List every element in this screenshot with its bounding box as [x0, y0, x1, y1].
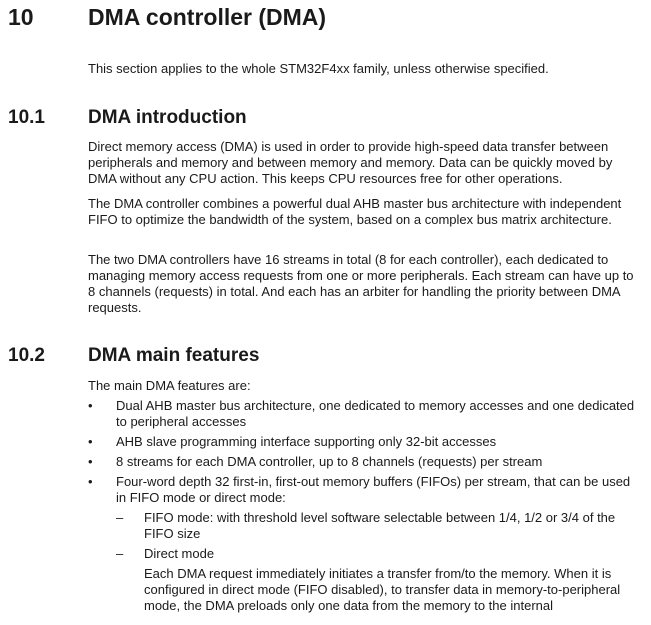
bullet-marker: • [88, 434, 93, 449]
bullet-marker: • [88, 474, 93, 489]
direct-mode-description: Each DMA request immediately initiates a transfer from/to the memory. When it is configured in direct mode (FIFO disabled), to transfer data in memory-to-peripheral mode, the DMA preloads only one data from the memory to the internal [144, 566, 621, 613]
chapter-title: DMA controller (DMA) [88, 4, 327, 30]
feature-item: Dual AHB master bus architecture, one dedicated to memory accesses and one dedicated to peripheral accesses [116, 398, 635, 429]
feature-item: Four-word depth 32 first-in, first-out memory buffers (FIFOs) per stream, that can be used in FIFO mode or direct mode: [116, 474, 631, 505]
section-number-10-1: 10.1 [8, 107, 45, 128]
bullet-marker: • [88, 398, 93, 413]
section-number-10-2: 10.2 [8, 345, 45, 366]
dash-marker: – [116, 546, 124, 561]
chapter-number: 10 [8, 4, 34, 30]
bullet-marker: • [88, 454, 93, 469]
chapter-intro: This section applies to the whole STM32F4xx family, unless otherwise specified. [88, 61, 549, 76]
sub-feature-item: Direct mode [144, 546, 215, 561]
feature-item: 8 streams for each DMA controller, up to 8 channels (requests) per stream [116, 454, 543, 469]
features-lead: The main DMA features are: [88, 378, 251, 393]
intro-paragraph-2: The DMA controller combines a powerful dual AHB master bus architecture with independent FIFO to optimize the bandwidth of the system, based on a complex bus matrix architecture. [88, 196, 622, 227]
sub-feature-item: FIFO mode: with threshold level software selectable between 1/4, 1/2 or 3/4 of the FIFO size [144, 510, 616, 541]
intro-paragraph-3: The two DMA controllers have 16 streams in total (8 for each controller), each dedicated to managing memory access requests from one or more peripherals. Each stream can have up to 8 channels (requests) in total. And each has an arbiter for handling the priority between DMA requests. [88, 252, 634, 315]
section-title-10-1: DMA introduction [88, 107, 247, 128]
section-title-10-2: DMA main features [88, 345, 260, 366]
feature-item: AHB slave programming interface supporting only 32-bit accesses [116, 434, 497, 449]
dash-marker: – [116, 510, 124, 525]
intro-paragraph-1: Direct memory access (DMA) is used in order to provide high-speed data transfer between peripherals and memory and between memory and memory. Data can be quickly moved by DMA without any CPU action. This keeps CPU resources free for other operations. [88, 139, 613, 186]
